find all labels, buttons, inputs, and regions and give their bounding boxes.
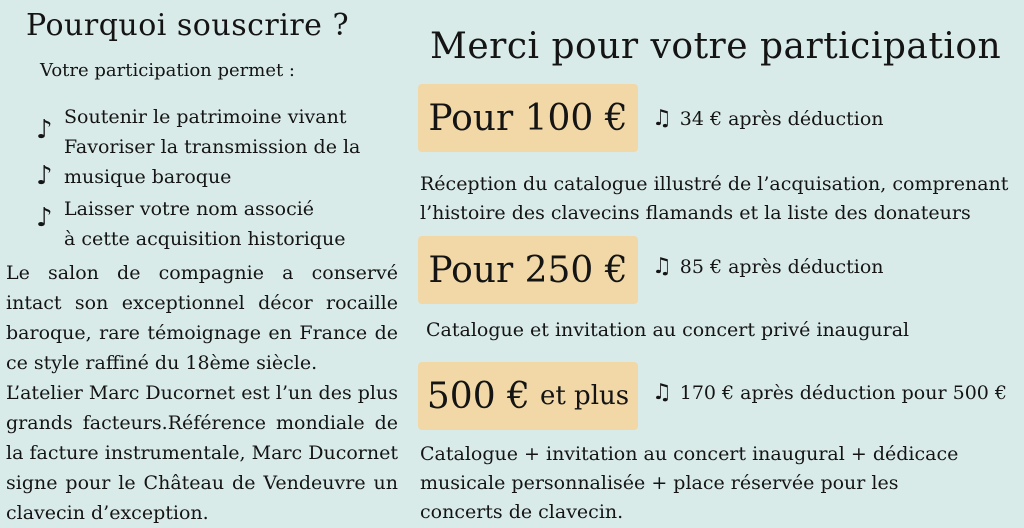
- music-note-icon: ♪: [36, 161, 53, 191]
- benefit-line: Soutenir le patrimoine vivant: [64, 106, 347, 128]
- tier-after-text: 170 € après déduction pour 500 €: [679, 381, 1008, 404]
- music-notes-icon: ♫: [652, 380, 672, 405]
- benefit-item: [36, 194, 406, 254]
- music-note-icon: ♪: [36, 203, 53, 233]
- tier-100-after: [652, 106, 884, 131]
- tier-amount: Pour 250 €: [428, 249, 628, 291]
- right-title: Merci pour votre participation: [430, 26, 1002, 67]
- tier-250-after: [652, 254, 884, 279]
- music-note-icon: ♪: [36, 115, 53, 145]
- benefits-list: [36, 102, 406, 256]
- benefit-item: [36, 102, 406, 192]
- intro-text: Votre participation permet :: [40, 60, 295, 81]
- left-title: Pourquoi souscrire ?: [26, 8, 350, 43]
- tier-after-text: 34 € après déduction: [679, 107, 884, 130]
- paragraph-salon: Le salon de compagnie a conservé intact son exceptionnel décor rocaille baroque, rare témoignage en France de ce style raffiné du 18ème siècle.: [6, 262, 398, 374]
- tier-100-reward: Réception du catalogue illustré de l’acquisation, comprenant l’histoire des clavecins flamands et la liste des donateurs: [420, 173, 1009, 224]
- benefit-line: Laisser votre nom associé: [64, 198, 315, 220]
- description: [6, 258, 398, 528]
- tier-amount: Pour 100 €: [428, 97, 628, 139]
- tier-500-box: [418, 362, 638, 430]
- music-notes-icon: ♫: [652, 254, 672, 279]
- music-notes-icon: ♫: [652, 106, 672, 131]
- tier-after-text: 85 € après déduction: [679, 255, 884, 278]
- paragraph-atelier: L’atelier Marc Ducornet est l’un des plus grands facteurs.Référence mondiale de la facture instrumentale, Marc Ducornet signe pour le Château de Vendeuvre un clavecin d’exception.: [6, 382, 398, 524]
- tier-amount: 500 €: [426, 375, 530, 417]
- tier-500-after: [652, 380, 1007, 405]
- benefit-line: à cette acquisition historique: [64, 228, 346, 250]
- tier-100-box: [418, 84, 638, 152]
- tier-suffix: et plus: [539, 381, 630, 411]
- tier-250-reward: Catalogue et invitation au concert privé inaugural: [426, 319, 910, 341]
- tier-500-reward: Catalogue + invitation au concert inaugural + dédicace musicale personnalisée + place réservée pour les concerts de clavecin.: [420, 443, 959, 523]
- benefit-line: musique baroque: [64, 166, 232, 188]
- benefit-line: Favoriser la transmission de la: [64, 136, 361, 158]
- tier-250-box: [418, 236, 638, 304]
